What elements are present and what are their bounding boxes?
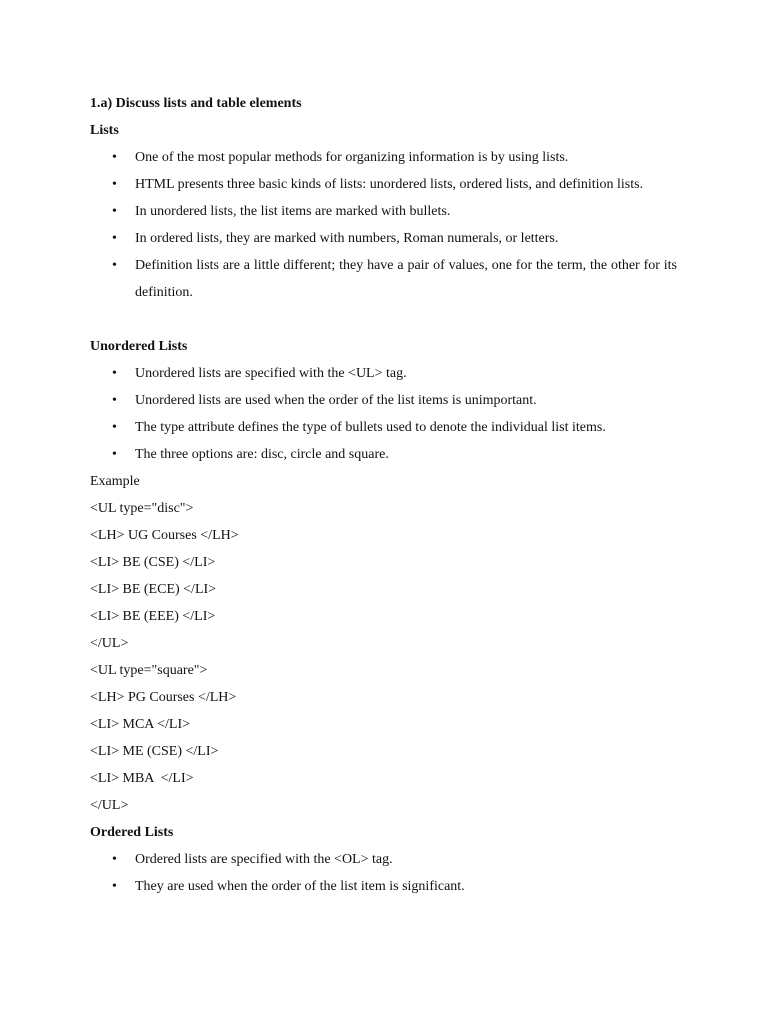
list-item: • Ordered lists are specified with the <OL> tag. <box>90 846 677 873</box>
code-line: <LH> UG Courses </LH> <box>90 528 239 543</box>
list-item: • They are used when the order of the list item is significant. <box>90 873 677 900</box>
code-line: </UL> <box>90 636 129 651</box>
list-item: • The three options are: disc, circle and square. <box>90 441 677 468</box>
list-item: • Definition lists are a little different; they have a pair of values, one for the term, the other for its definition. <box>90 252 677 306</box>
list-item: • In ordered lists, they are marked with numbers, Roman numerals, or letters. <box>90 225 677 252</box>
code-line: <LI> BE (ECE) </LI> <box>90 582 217 597</box>
ordered-section-title: Ordered Lists <box>90 825 174 840</box>
code-line: <LI> BE (EEE) </LI> <box>90 609 216 624</box>
code-line: <LI> ME (CSE) </LI> <box>90 744 219 759</box>
unordered-bullet-list <box>90 360 677 468</box>
code-line: <UL type="square"> <box>90 663 208 678</box>
example-label: Example <box>90 474 140 489</box>
list-item: • One of the most popular methods for organizing information is by using lists. <box>90 144 677 171</box>
lists-bullet-list <box>90 144 677 306</box>
list-item: • In unordered lists, the list items are marked with bullets. <box>90 198 677 225</box>
code-line: <LH> PG Courses </LH> <box>90 690 237 705</box>
document-body <box>90 90 677 900</box>
code-example <box>90 495 677 819</box>
list-item: • The type attribute defines the type of bullets used to denote the individual list items. <box>90 414 677 441</box>
lists-section-title: Lists <box>90 123 119 138</box>
code-line: <LI> MCA </LI> <box>90 717 191 732</box>
list-item: • Unordered lists are used when the order of the list items is unimportant. <box>90 387 677 414</box>
code-line: <LI> BE (CSE) </LI> <box>90 555 216 570</box>
ordered-bullet-list <box>90 846 677 900</box>
code-line: </UL> <box>90 798 129 813</box>
unordered-section-title: Unordered Lists <box>90 339 188 354</box>
question-heading: 1.a) Discuss lists and table elements <box>90 96 302 111</box>
section-spacer <box>90 306 677 333</box>
list-item: • HTML presents three basic kinds of lists: unordered lists, ordered lists, and definition lists. <box>90 171 677 198</box>
list-item: • Unordered lists are specified with the <UL> tag. <box>90 360 677 387</box>
code-line: <LI> MBA </LI> <box>90 771 194 786</box>
code-line: <UL type="disc"> <box>90 501 194 516</box>
